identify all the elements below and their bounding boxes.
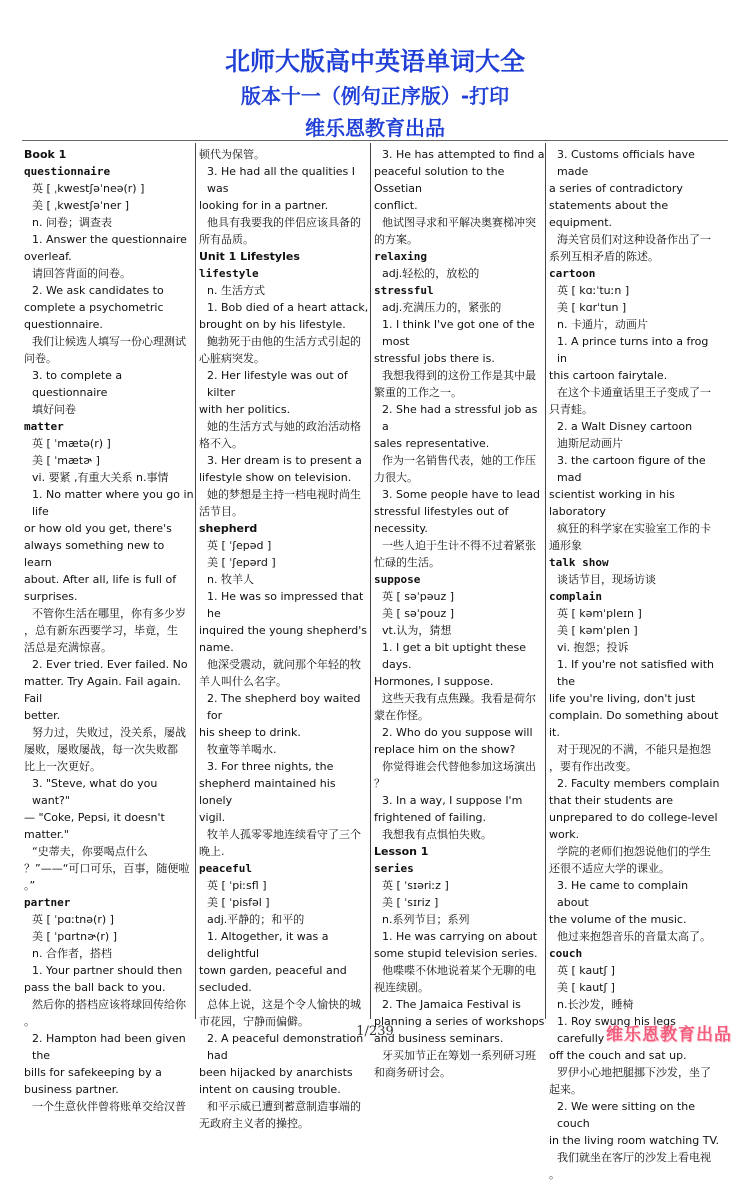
text-line: overleaf.	[24, 250, 72, 263]
text-line: looking for in a partner.	[199, 199, 329, 212]
entry-line: 2. Faculty members complain	[557, 777, 720, 790]
text-line: 和商务研讨会。	[374, 1066, 451, 1079]
translation-line: 这些天我有点焦躁。我看是荷尔	[382, 692, 536, 705]
entry-headword: partner	[24, 896, 71, 909]
entry-line: 3. the cartoon figure of the mad	[557, 454, 706, 484]
entry-line: 3. Her dream is to present a	[207, 454, 362, 467]
translation-line: 不管你生活在哪里，你有多少岁	[32, 607, 186, 620]
entry-line: 英 [ kautʃ ]	[557, 964, 615, 977]
translation-line: 他试图寻求和平解决奥赛梯冲突	[382, 216, 536, 229]
entry-line: 2. We ask candidates to	[32, 284, 164, 297]
text-line: 所有品质。	[199, 233, 254, 246]
entry-line: 美 [ kəmˈplen ]	[557, 624, 638, 637]
entry-line: 美 [ ˌkwestʃəˈner ]	[32, 199, 130, 212]
entry-line: 美 [ ˈmætɚ ]	[32, 454, 100, 467]
text-line: complete a psychometric	[24, 301, 164, 314]
text-line: some stupid television series.	[374, 947, 538, 960]
text-line: 力很大。	[374, 471, 418, 484]
text-line: lifestyle show on television.	[199, 471, 352, 484]
column-1	[24, 146, 194, 1113]
entry-line: 1. Your partner should then	[32, 964, 183, 977]
text-line: ？”——“可口可乐，百事，随便啦	[24, 862, 190, 875]
text-line: 。	[549, 1168, 560, 1181]
entry-line: 2. She had a stressful job as a	[382, 403, 538, 433]
text-line: frightened of failing.	[374, 811, 487, 824]
text-line: with her politics.	[199, 403, 291, 416]
publisher-line: 维乐恩教育出品	[305, 116, 445, 140]
translation-line: 学院的老师们抱怨说他们的学生	[557, 845, 711, 858]
text-line: 繁重的工作之一。	[374, 386, 462, 399]
text-line: intent on causing trouble.	[199, 1083, 341, 1096]
entry-headword: couch	[549, 947, 583, 960]
translation-line: 对于现况的不满，不能只是抱怨	[557, 743, 711, 756]
translation-line: 牙买加节正在筹划一系列研习班	[382, 1049, 536, 1062]
entry-line: 1. He was carrying on about	[382, 930, 538, 943]
text-line: surprises.	[24, 590, 78, 603]
entry-line: 英 [ ˈpɑːtnə(r) ]	[32, 913, 114, 926]
entry-line: 1. Answer the questionnaire	[32, 233, 187, 246]
text-line: that their students are	[549, 794, 674, 807]
text-line: the volume of the music.	[549, 913, 687, 926]
translation-line: 我们就坐在客厅的沙发上看电视	[557, 1151, 711, 1164]
text-line: 顿代为保管。	[199, 148, 265, 161]
translation-line: 牧羊人孤零零地连续看守了三个	[207, 828, 361, 841]
watermark: 维乐恩教育出品	[606, 1025, 732, 1045]
text-line: 还很不适应大学的课业。	[549, 862, 670, 875]
entry-line: 2. Hampton had been given the	[32, 1032, 186, 1062]
section-heading: Lesson 1	[374, 845, 429, 858]
text-line: vigil.	[199, 811, 226, 824]
entry-line: n.长沙发，睡椅	[557, 998, 634, 1011]
section-heading: Book 1	[24, 148, 67, 161]
text-line: 视连续剧。	[374, 981, 429, 994]
text-line: 活总是充满惊喜。	[24, 641, 112, 654]
entry-line: adj.轻松的，放松的	[382, 267, 480, 280]
translation-line: 一个生意伙伴曾将账单交给汉普	[32, 1100, 186, 1113]
entry-line: 英 [ kɑːˈtuːn ]	[557, 284, 630, 297]
text-line: 心脏病突发。	[199, 352, 265, 365]
translation-line: 请回答背面的问卷。	[32, 267, 131, 280]
entry-line: n.系列节目；系列	[382, 913, 470, 926]
entry-line: 3. Customs officials have made	[557, 148, 695, 178]
text-line: ，要有作出改变。	[549, 760, 637, 773]
text-line: 的方案。	[374, 233, 418, 246]
text-line: Hormones, I suppose.	[374, 675, 494, 688]
entry-line: vi. 要紧 ,有重大关系 n.事情	[32, 471, 169, 484]
text-line: and business seminars.	[374, 1032, 504, 1045]
text-line: ，总有新东西要学习，毕竟，生	[24, 624, 178, 637]
entry-line: n. 问卷；调查表	[32, 216, 112, 229]
text-line: 屡败，屡败屡战，每一次失败都	[24, 743, 178, 756]
text-line: 比上一次更好。	[24, 760, 101, 773]
entry-line: 3. He had all the qualities I was	[207, 165, 356, 195]
entry-line: 3. "Steve, what do you want?"	[32, 777, 158, 807]
text-line: questionnaire.	[24, 318, 103, 331]
text-line: 起来。	[549, 1083, 582, 1096]
translation-line: 在这个卡通童话里王子变成了一	[557, 386, 711, 399]
translation-line: 一些人迫于生计不得不过着紧张	[382, 539, 536, 552]
text-line: name.	[199, 641, 234, 654]
text-line: 。	[24, 1015, 35, 1028]
entry-headword: questionnaire	[24, 165, 111, 178]
entry-line: 英 [ ˈsɪəriːz ]	[382, 879, 449, 892]
entry-line: 1. If you're not satisfied with the	[557, 658, 714, 688]
entry-line: 2. a Walt Disney cartoon	[557, 420, 693, 433]
text-line: or how old you get, there's	[24, 522, 172, 535]
text-line: a series of contradictory	[549, 182, 683, 195]
text-line: 晚上.	[199, 845, 225, 858]
entry-line: adj.平静的；和平的	[207, 913, 305, 926]
page-title: 北师大版高中英语单词大全	[224, 47, 525, 76]
translation-line: 他深受震动，就问那个年轻的牧	[207, 658, 361, 671]
entry-line: 1. I get a bit uptight these days.	[382, 641, 527, 671]
entry-line: 1. A prince turns into a frog in	[557, 335, 709, 365]
entry-line: vi. 抱怨；投诉	[557, 641, 629, 654]
text-line: sales representative.	[374, 437, 490, 450]
text-line: necessity.	[374, 522, 428, 535]
text-line: town garden, peaceful and	[199, 964, 347, 977]
entry-line: adj.充满压力的，紧张的	[382, 301, 502, 314]
entry-line: 3. For three nights, the	[207, 760, 334, 773]
translation-line: 我们让候选人填写一份心理测试	[32, 335, 186, 348]
entry-line: 2. The shepherd boy waited for	[207, 692, 361, 722]
translation-line: 他具有我要我的伴侣应该具备的	[207, 216, 361, 229]
text-line: this cartoon fairytale.	[549, 369, 668, 382]
entry-line: 1. No matter where you go in life	[32, 488, 194, 518]
text-line: always something new to learn	[24, 539, 165, 569]
entry-line: 3. He came to complain about	[557, 879, 689, 909]
text-line: shepherd maintained his lonely	[199, 777, 336, 807]
entry-headword: series	[374, 862, 414, 875]
column-divider	[195, 143, 196, 1019]
entry-line: 2. Who do you suppose will	[382, 726, 533, 739]
text-line: peaceful solution to the Ossetian	[374, 165, 505, 195]
text-line: 系列互相矛盾的陈述。	[549, 250, 659, 263]
page-subtitle: 版本十一（例句正序版）-打印	[240, 84, 510, 108]
text-line: his sheep to drink.	[199, 726, 301, 739]
entry-line: 美 [ ˈpɑrtnɚ(r) ]	[32, 930, 117, 943]
page-number: 1/239	[356, 1024, 394, 1039]
entry-headword: stressful	[374, 284, 434, 297]
text-line: stressful lifestyles out of	[374, 505, 509, 518]
translation-line: 作为一名销售代表，她的工作压	[382, 454, 536, 467]
column-divider	[545, 143, 546, 1019]
text-line: 通形象	[549, 539, 582, 552]
entry-line: 3. Some people have to lead	[382, 488, 541, 501]
text-line: matter."	[24, 828, 69, 841]
entry-line: 2. A peaceful demonstration had	[207, 1032, 364, 1062]
entry-headword: suppose	[374, 573, 421, 586]
entry-line: 美 [ kautʃ ]	[557, 981, 615, 994]
translation-line: 然后你的搭档应该将球回传给你	[32, 998, 186, 1011]
entry-line: 3. He has attempted to find a	[382, 148, 545, 161]
entry-headword: cartoon	[549, 267, 596, 280]
translation-line: 鲍勃死于由他的生活方式引起的	[207, 335, 361, 348]
text-line: ？	[374, 777, 385, 790]
entry-line: 1. Altogether, it was a delightful	[207, 930, 329, 960]
text-line: about. After all, life is full of	[24, 573, 177, 586]
entry-headword: talk show	[549, 556, 609, 569]
entry-line: n. 合作者，搭档	[32, 947, 112, 960]
text-line: work.	[549, 828, 580, 841]
text-line: better.	[24, 709, 61, 722]
text-line: complain. Do something about it.	[549, 709, 719, 739]
text-line: in the living room watching TV.	[549, 1134, 720, 1147]
entry-line: 美 [ ˈʃepərd ]	[207, 556, 276, 569]
text-line: bills for safekeeping by a	[24, 1066, 162, 1079]
entry-line: 美 [ kɑrˈtun ]	[557, 301, 627, 314]
translation-line: 她的生活方式与她的政治活动格	[207, 420, 361, 433]
entry-line: 英 [ ˈpiːsfl ]	[207, 879, 267, 892]
entry-line: 美 [ ˈsɪriz ]	[382, 896, 439, 909]
text-line: 羊人叫什么名字。	[199, 675, 287, 688]
entry-line: 1. I think I've got one of the most	[382, 318, 535, 348]
entry-headword: matter	[24, 420, 64, 433]
translation-line: “史蒂夫，你要喝点什么	[32, 845, 148, 858]
text-line: pass the ball back to you.	[24, 981, 166, 994]
entry-line: 英 [ ˈʃepəd ]	[207, 539, 272, 552]
text-line: conflict.	[374, 199, 418, 212]
text-line: — "Coke, Pepsi, it doesn't	[24, 811, 165, 824]
text-line: 活节目。	[199, 505, 243, 518]
text-line: secluded.	[199, 981, 252, 994]
header-divider	[22, 140, 728, 141]
entry-line: 英 [ ˌkwestʃəˈneə(r) ]	[32, 182, 145, 195]
text-line: scientist working in his laboratory	[549, 488, 675, 518]
text-line: life you're living, don't just	[549, 692, 696, 705]
text-line: 。”	[24, 879, 36, 892]
entry-line: 3. In a way, I suppose I'm	[382, 794, 523, 807]
translation-line: 总体上说，这是个令人愉快的城	[207, 998, 361, 1011]
entry-line: 2. Ever tried. Ever failed. No	[32, 658, 188, 671]
translation-line: 海关官员们对这种设备作出了一	[557, 233, 711, 246]
text-line: 蒙在作怪。	[374, 709, 429, 722]
translation-line: 我想我有点惧怕失败。	[382, 828, 492, 841]
translation-line: 填好问卷	[32, 403, 76, 416]
entry-line: 美 [ səˈpouz ]	[382, 607, 455, 620]
entry-headword: peaceful	[199, 862, 252, 875]
text-line: 市花园，宁静而偏僻。	[199, 1015, 309, 1028]
entry-line: 2. We were sitting on the couch	[557, 1100, 695, 1130]
entry-line: n. 牧羊人	[207, 573, 254, 586]
translation-line: 努力过，失败过，没关系，屡战	[32, 726, 186, 739]
text-line: brought on by his lifestyle.	[199, 318, 346, 331]
translation-line: 他喋喋不休地说着某个无聊的电	[382, 964, 536, 977]
translation-line: 迪斯尼动画片	[557, 437, 623, 450]
entry-line: n. 卡通片，动画片	[557, 318, 648, 331]
entry-line: 2. Her lifestyle was out of kilter	[207, 369, 348, 399]
text-line: 只青蛙。	[549, 403, 593, 416]
translation-line: 你觉得谁会代替他参加这场演出	[382, 760, 536, 773]
text-line: planning a series of workshops	[374, 1015, 545, 1028]
text-line: inquired the young shepherd's	[199, 624, 368, 637]
entry-line: vt.认为，猜想	[382, 624, 452, 637]
entry-line: 2. The Jamaica Festival is	[382, 998, 521, 1011]
entry-line: 美 [ ˈpisfəl ]	[207, 896, 270, 909]
translation-line: 牧童等羊喝水.	[207, 743, 277, 756]
translation-line: 我想我得到的这份工作是其中最	[382, 369, 536, 382]
section-heading: shepherd	[199, 522, 258, 535]
text-line: replace him on the show?	[374, 743, 516, 756]
text-line: been hijacked by anarchists	[199, 1066, 353, 1079]
translation-line: 和平示威已遭到蓄意制造事端的	[207, 1100, 361, 1113]
entry-line: 1. Roy swung his legs carefully	[557, 1015, 676, 1045]
entry-line: 谈话节目，现场访谈	[557, 573, 656, 586]
entry-headword: lifestyle	[199, 267, 259, 280]
entry-line: 1. He was so impressed that he	[207, 590, 364, 620]
text-line: 无政府主义者的操控。	[199, 1117, 309, 1130]
entry-headword: complain	[549, 590, 602, 603]
column-divider	[370, 143, 371, 1019]
entry-line: 英 [ kəmˈpleɪn ]	[557, 607, 642, 620]
text-line: business partner.	[24, 1083, 119, 1096]
translation-line: 罗伊小心地把腿挪下沙发，坐了	[557, 1066, 711, 1079]
entry-line: n. 生活方式	[207, 284, 265, 297]
text-line: 忙碌的生活。	[374, 556, 440, 569]
entry-line: 英 [ səˈpəuz ]	[382, 590, 455, 603]
entry-line: 3. to complete a questionnaire	[32, 369, 123, 399]
text-line: off the couch and sat up.	[549, 1049, 687, 1062]
text-line: stressful jobs there is.	[374, 352, 495, 365]
text-line: matter. Try Again. Fail again. Fail	[24, 675, 181, 705]
text-line: 格不入。	[199, 437, 243, 450]
column-2	[199, 146, 369, 1130]
entry-line: 1. Bob died of a heart attack,	[207, 301, 369, 314]
translation-line: 她的梦想是主持一档电视时尚生	[207, 488, 361, 501]
entry-headword: relaxing	[374, 250, 427, 263]
translation-line: 疯狂的科学家在实验室工作的卡	[557, 522, 711, 535]
translation-line: 他过来抱怨音乐的音量太高了。	[557, 930, 711, 943]
entry-line: 英 [ ˈmætə(r) ]	[32, 437, 111, 450]
section-heading: Unit 1 Lifestyles	[199, 250, 300, 263]
text-line: statements about the equipment.	[549, 199, 669, 229]
text-line: unprepared to do college-level	[549, 811, 718, 824]
text-line: 问卷。	[24, 352, 57, 365]
